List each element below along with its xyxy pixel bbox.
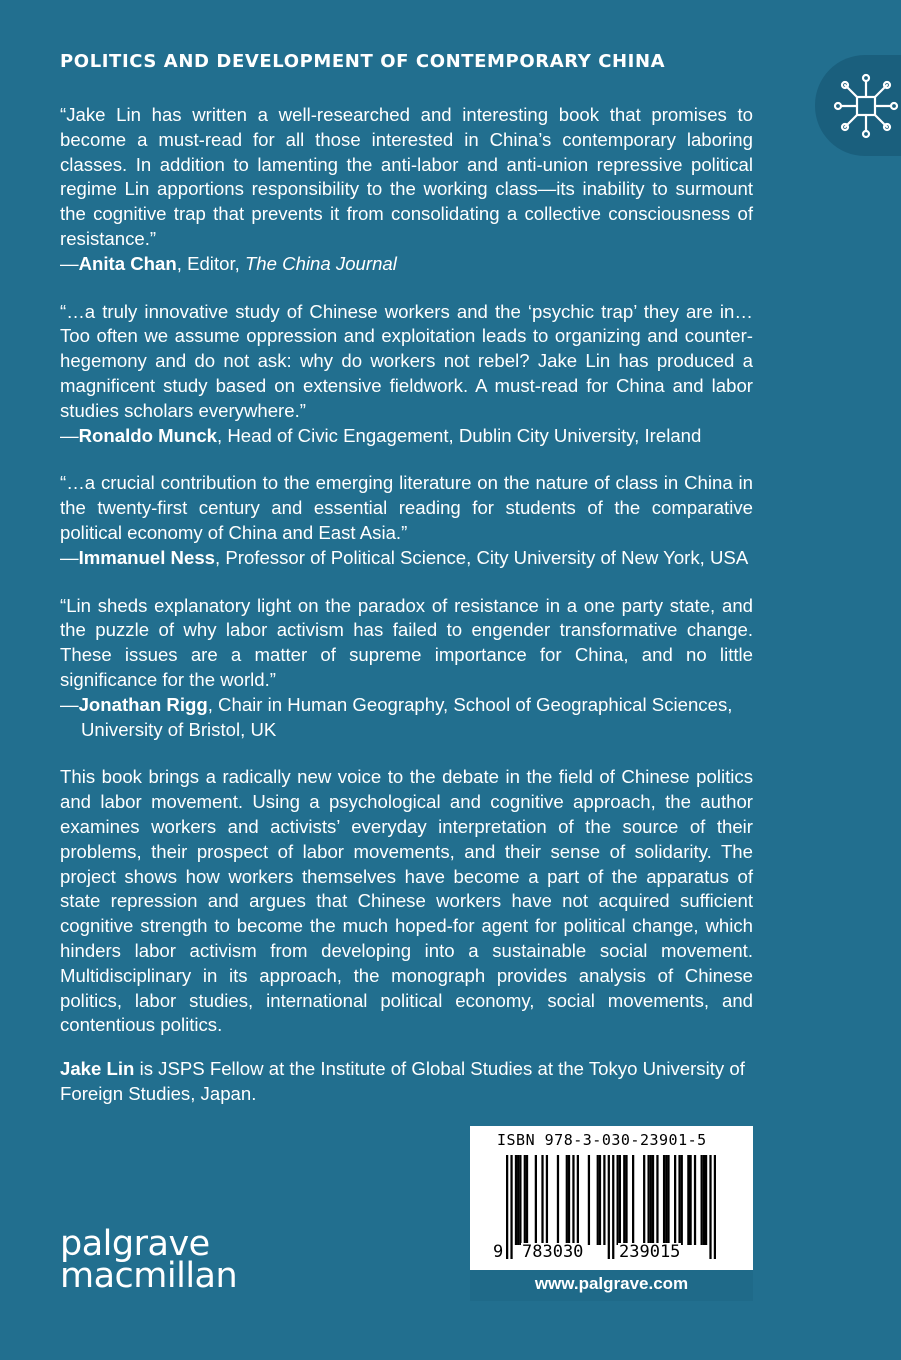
barcode-bar	[572, 1155, 574, 1245]
em-dash: —	[60, 546, 79, 568]
barcode-bar	[546, 1155, 548, 1245]
barcode-bar	[643, 1155, 645, 1245]
barcode-bar	[678, 1155, 680, 1245]
barcode-guard-bar	[714, 1155, 716, 1259]
quote-block	[60, 103, 753, 277]
barcode-bar	[703, 1155, 705, 1245]
barcode-guard-bar	[506, 1155, 508, 1259]
attribution-name: Anita Chan	[78, 252, 177, 274]
barcode-bar	[674, 1155, 676, 1245]
barcode-bar	[541, 1155, 543, 1245]
attribution-name: Ronaldo Munck	[78, 424, 218, 446]
barcode-bar	[689, 1155, 691, 1245]
back-cover-text	[60, 103, 753, 1107]
book-description: This book brings a radically new voice to the debate in the field of Chinese politics and labor movement. Using a psychological and cognitive approach, the author examines workers and activists’ everyday interpretation of the source of their problems, their prospect of labor movements, and their sense of solidarity. The project shows how workers themselves have become a part of the apparatus of state repression and argues that Chinese workers have not acquired sufficient cognitive strength to become the much hoped-for agent for political change, which hinders labor activism from developing into a sustainable social movement. Multidisciplinary in its approach, the monograph provides analysis of Chinese politics, labor studies, international political economy, social movements, and contentious politics.	[60, 766, 753, 1036]
em-dash: —	[60, 424, 79, 446]
quote-block	[60, 300, 753, 449]
isbn-label: ISBN 978-3-030-23901-5	[497, 1131, 707, 1149]
barcode-bar	[650, 1155, 652, 1245]
quote-attribution	[60, 546, 753, 571]
em-dash: —	[60, 693, 79, 715]
barcode-bar	[588, 1155, 590, 1245]
barcode-guard-bar	[709, 1155, 711, 1259]
quote-attribution	[60, 693, 753, 743]
barcode-bar	[623, 1155, 625, 1245]
quote-attribution	[60, 252, 753, 277]
barcode-bar	[566, 1155, 568, 1245]
palgrave-network-icon	[833, 73, 899, 139]
barcode-right-digits: 239015	[619, 1242, 681, 1262]
attribution-role: , Editor,	[176, 252, 245, 274]
barcode-bar	[647, 1155, 649, 1245]
barcode-left-digits: 783030	[522, 1242, 584, 1262]
barcode-bar	[568, 1155, 570, 1245]
quote-block	[60, 594, 753, 743]
quote-block	[60, 471, 753, 570]
author-bio-text: is JSPS Fellow at the Institute of Global Studies at the Tokyo University of Foreign Studies, Japan.	[60, 1058, 745, 1104]
barcode-bar	[632, 1155, 634, 1245]
em-dash: —	[60, 252, 79, 274]
quote-text: “Jake Lin has written a well-researched and interesting book that promises to become a must-read for all those interested in China’s contemporary laboring classes. In addition to lamenting the anti-labor and anti-union repressive political regime Lin apportions responsibility to the working class—its inability to surmount the cognitive trap that prevents it from consolidating a collective consciousness of resistance.”	[60, 104, 753, 249]
barcode-bar	[681, 1155, 683, 1245]
author-bio	[60, 1057, 753, 1107]
barcode-bar	[694, 1155, 696, 1245]
barcode-bar	[599, 1155, 601, 1245]
barcode-bar	[517, 1155, 519, 1245]
attribution-role: , Chair in Human Geography, School of Geographical Sciences, University of Bristol, UK	[81, 693, 733, 740]
attribution-journal: The China Journal	[244, 252, 397, 274]
attribution-name: Immanuel Ness	[78, 546, 216, 568]
barcode-bar	[656, 1155, 658, 1245]
barcode-bar	[577, 1155, 579, 1245]
barcode-bar	[687, 1155, 689, 1245]
publisher-website[interactable]: www.palgrave.com	[470, 1270, 753, 1301]
barcode-bar	[625, 1155, 627, 1245]
publisher-name-line1: palgrave	[60, 1224, 210, 1264]
quote-text: “…a truly innovative study of Chinese workers and the ‘psychic trap’ they are in… Too often we assume oppression and exploitation leads to organizing and counter-hegemony and do not ask: why do workers not rebel? Jake Lin has produced a magnificent study based on extensive fieldwork. A must-read for China and labor studies scholars everywhere.”	[60, 300, 753, 421]
quote-text: “…a crucial contribution to the emerging literature on the nature of class in China in the twenty-first century and essential reading for students of the comparative political economy of China and East Asia.”	[60, 472, 753, 543]
barcode-bar	[667, 1155, 669, 1245]
series-title: POLITICS AND DEVELOPMENT OF CONTEMPORARY CHINA	[60, 51, 666, 72]
barcode-bar	[524, 1155, 526, 1245]
publisher-logo-badge	[815, 55, 901, 156]
barcode-bar	[619, 1155, 621, 1245]
barcode-bar	[701, 1155, 703, 1245]
barcode-bar	[617, 1155, 619, 1245]
barcode-bar	[557, 1155, 559, 1245]
barcode-box	[470, 1126, 753, 1301]
barcode-bar	[603, 1155, 605, 1245]
quote-text: “Lin sheds explanatory light on the paradox of resistance in a one party state, and the puzzle of why labor activism has failed to engender transformative change. These issues are a matter of supreme importance for China, and no little significance for the world.”	[60, 594, 753, 690]
publisher-logo	[60, 1224, 238, 1296]
barcode-bar	[519, 1155, 521, 1245]
publisher-name-line2: macmillan	[60, 1256, 238, 1296]
attribution-role: , Professor of Political Science, City University of New York, USA	[215, 546, 749, 568]
quote-attribution	[60, 424, 753, 449]
attribution-role: , Head of Civic Engagement, Dublin City University, Ireland	[217, 424, 702, 446]
barcode-bar	[665, 1155, 667, 1245]
barcode-bar	[663, 1155, 665, 1245]
barcode-bar	[597, 1155, 599, 1245]
barcode-guard-bar	[510, 1155, 512, 1259]
barcode-bar	[705, 1155, 707, 1245]
barcode-bar	[515, 1155, 517, 1245]
attribution-name: Jonathan Rigg	[78, 693, 208, 715]
barcode-bar	[535, 1155, 537, 1245]
barcode-bar	[652, 1155, 654, 1245]
barcode-bar	[526, 1155, 528, 1245]
author-name: Jake Lin	[60, 1058, 135, 1080]
barcode-guard-bar	[612, 1155, 614, 1259]
barcode-guard-bar	[608, 1155, 610, 1259]
barcode-first-digit: 9	[493, 1242, 504, 1262]
